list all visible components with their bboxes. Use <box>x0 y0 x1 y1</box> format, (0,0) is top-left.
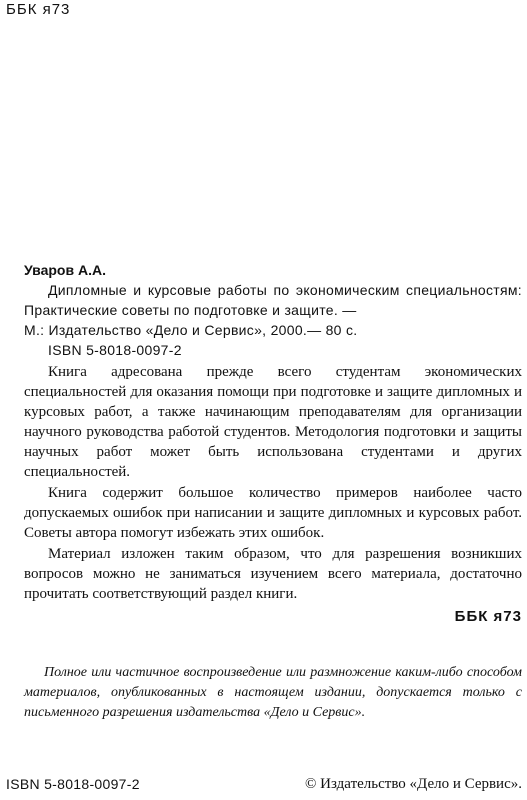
footer-isbn: ISBN 5-8018-0097-2 <box>6 776 140 792</box>
book-title: Дипломные и курсовые работы по экономическим специальностям: Практические советы по подготовке и защите. — <box>24 282 522 318</box>
author-name: Уваров А.А. <box>24 262 106 278</box>
catalog-card <box>24 260 522 605</box>
footer-copyright: © Издательство «Дело и Сервис». <box>305 776 522 792</box>
isbn-entry: ISBN 5-8018-0097-2 <box>48 342 182 358</box>
rights-notice: Полное или частичное воспроизведение или размножение каким-либо способом материалов, опубликованных в настоящем издании, допускается только с письменного разрешения издательства «Дело и Сервис». <box>24 665 522 720</box>
annotation-paragraph: Материал изложен таким образом, что для разрешения возникших вопросов можно не заниматься изучением всего материала, достаточно прочитать соответствующий раздел книги. <box>24 546 522 602</box>
bbk-code-top: ББК я73 <box>6 1 71 18</box>
annotation-paragraph: Книга содержит большое количество примеров наиболее часто допускаемых ошибок при написании и защите дипломных и курсовых работ. Советы автора помогут избежать этих ошибок. <box>24 485 522 541</box>
bbk-code-bottom: ББК я73 <box>454 608 522 625</box>
bibliographic-entry <box>24 280 522 340</box>
publisher-line: М.: Издательство «Дело и Сервис», 2000.— 80 с. <box>24 322 358 338</box>
annotation-paragraph: Книга адресована прежде всего студентам экономических специальностей для оказания помощи при подготовке и защите дипломных и курсовых работ, а также начинающим преподавателям для организации научного руководства работой студентов. Методология подготовки и защиты научных работ может быть использована студентами и других специальностей. <box>24 364 522 480</box>
